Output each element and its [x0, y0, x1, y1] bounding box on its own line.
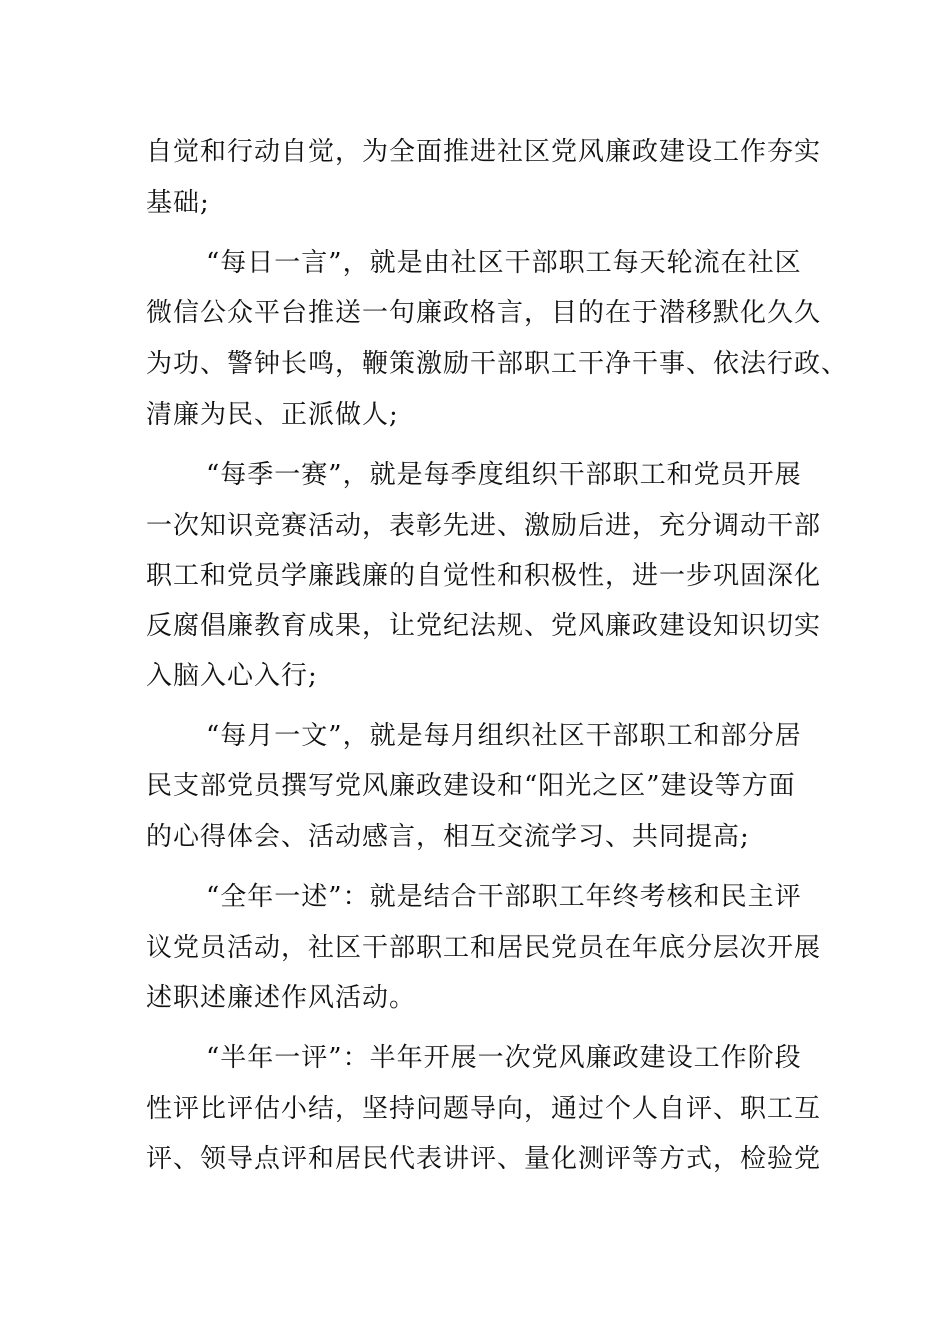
paragraph-monthly-essay-line-1: “每月一文”，就是每月组织社区干部职工和部分居	[206, 721, 802, 751]
paragraph-quarterly-contest-line-4: 反腐倡廉教育成果，让党纪法规、党风廉政建设知识切实	[146, 611, 822, 641]
paragraph-continuation-line-1: 自觉和行动自觉，为全面推进社区党风廉政建设工作夯实	[146, 137, 822, 167]
paragraph-continuation-line-2: 基础;	[146, 188, 210, 218]
paragraph-quarterly-contest-line-1: “每季一赛”，就是每季度组织干部职工和党员开展	[206, 460, 802, 490]
paragraph-quarterly-contest-line-5: 入脑入心入行;	[146, 661, 318, 691]
paragraph-daily-saying-line-3: 为功、警钟长鸣，鞭策激励干部职工干净干事、依法行政、	[146, 349, 849, 379]
paragraph-annual-report-line-2: 议党员活动，社区干部职工和居民党员在年底分层次开展	[146, 933, 822, 963]
paragraph-annual-report-line-3: 述职述廉述作风活动。	[146, 983, 417, 1013]
paragraph-quarterly-contest-line-3: 职工和党员学廉践廉的自觉性和积极性，进一步巩固深化	[146, 561, 822, 591]
paragraph-annual-report-line-1: “全年一述”：就是结合干部职工年终考核和民主评	[206, 882, 802, 912]
paragraph-quarterly-contest-line-2: 一次知识竞赛活动，表彰先进、激励后进，充分调动干部	[146, 511, 822, 541]
paragraph-daily-saying-line-2: 微信公众平台推送一句廉政格言，目的在于潜移默化久久	[146, 298, 822, 328]
paragraph-half-year-review-line-1: “半年一评”：半年开展一次党风廉政建设工作阶段	[206, 1043, 802, 1073]
paragraph-daily-saying-line-4: 清廉为民、正派做人;	[146, 400, 399, 430]
paragraph-half-year-review-line-3: 评、领导点评和居民代表讲评、量化测评等方式，检验党	[146, 1144, 822, 1174]
paragraph-monthly-essay-line-3: 的心得体会、活动感言，相互交流学习、共同提高;	[146, 822, 750, 852]
paragraph-monthly-essay-line-2: 民支部党员撰写党风廉政建设和“阳光之区”建设等方面	[146, 771, 796, 801]
paragraph-half-year-review-line-2: 性评比评估小结，坚持问题导向，通过个人自评、职工互	[146, 1094, 822, 1124]
paragraph-daily-saying-line-1: “每日一言”，就是由社区干部职工每天轮流在社区	[206, 248, 802, 278]
